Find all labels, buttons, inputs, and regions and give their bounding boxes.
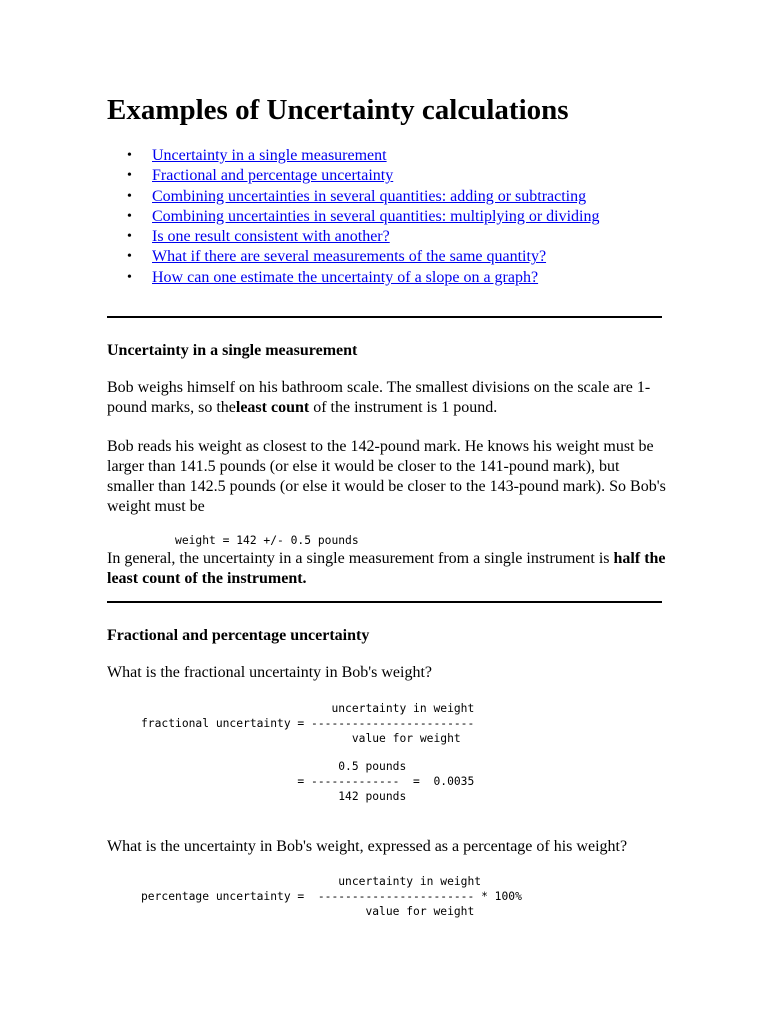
toc-item xyxy=(107,227,600,247)
toc-link-multiplying-dividing[interactable]: Combining uncertainties in several quantities: multiplying or dividing xyxy=(152,207,600,225)
toc-item xyxy=(107,166,600,186)
toc-link-several-measurements[interactable]: What if there are several measurements of the same quantity? xyxy=(152,248,547,266)
page-title: Examples of Uncertainty calculations xyxy=(107,94,569,126)
bullet: • xyxy=(127,249,132,265)
paragraph-text: In general, the uncertainty in a single measurement from a single instrument is xyxy=(107,550,614,567)
toc-link-adding-subtracting[interactable]: Combining uncertainties in several quantities: adding or subtracting xyxy=(152,187,587,205)
formula-fractional-result: 0.5 pounds = ------------- = 0.0035 142 pounds xyxy=(297,760,475,803)
paragraph-bob-reads: Bob reads his weight as closest to the 142-pound mark. He knows his weight must be larger than 141.5 pounds (or else it would be closer to the 141-pound mark), but smaller than 142.5 pounds (or else it would be closer to the 143-pound mark). So Bob's weight must be xyxy=(107,438,666,515)
paragraph-general xyxy=(107,549,667,589)
toc-link-consistent[interactable]: Is one result consistent with another? xyxy=(152,228,390,246)
bullet: • xyxy=(127,168,132,184)
toc-item xyxy=(107,146,600,166)
formula-weight: weight = 142 +/- 0.5 pounds xyxy=(107,534,359,547)
question-fractional: What is the fractional uncertainty in Bob's weight? xyxy=(107,664,433,681)
toc-link-slope[interactable]: How can one estimate the uncertainty of a slope on a graph? xyxy=(152,268,539,286)
toc-link-fractional-percentage[interactable]: Fractional and percentage uncertainty xyxy=(152,167,394,185)
bullet: • xyxy=(127,148,132,163)
paragraph-least-count xyxy=(107,378,667,418)
horizontal-rule xyxy=(107,316,662,318)
horizontal-rule xyxy=(107,601,662,603)
bold-term-least-count: least count xyxy=(235,399,310,416)
toc-link-single-measurement[interactable]: Uncertainty in a single measurement xyxy=(152,147,387,164)
formula-percentage-definition: uncertainty in weight percentage uncertainty = ----------------------- * 100% value for weight xyxy=(141,875,522,918)
bold-term-half-least-count: half the least count of the instrument. xyxy=(107,550,666,587)
toc-item xyxy=(107,268,600,288)
section-heading-single-measurement: Uncertainty in a single measurement xyxy=(107,342,358,359)
paragraph-text: Bob weighs himself on his bathroom scale. The smallest divisions on the scale are 1-pound marks, so the xyxy=(107,379,651,416)
bullet: • xyxy=(127,188,132,204)
section-heading-fractional: Fractional and percentage uncertainty xyxy=(107,627,370,644)
toc-item xyxy=(107,187,600,207)
toc-item xyxy=(107,207,600,227)
paragraph-text: of the instrument is 1 pound. xyxy=(309,399,498,416)
bullet: • xyxy=(127,208,132,224)
table-of-contents xyxy=(107,146,600,288)
formula-fractional-definition: uncertainty in weight fractional uncertainty = ------------------------ value for weight xyxy=(141,702,475,745)
question-percentage: What is the uncertainty in Bob's weight, expressed as a percentage of his weight? xyxy=(107,838,628,855)
bullet: • xyxy=(127,269,132,285)
bullet: • xyxy=(127,229,132,245)
toc-item xyxy=(107,247,600,267)
